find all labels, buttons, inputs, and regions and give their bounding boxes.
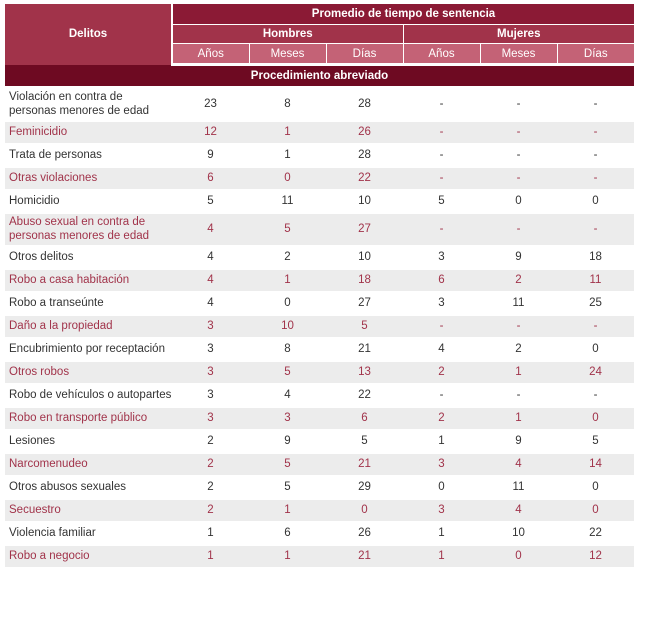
cell-value: 6 [403,269,480,292]
table-row [5,144,634,167]
cell-value: 28 [326,144,403,167]
unit-header-mujeres-meses: Meses [480,44,557,65]
cell-value: 29 [326,476,403,499]
cell-value: 1 [249,269,326,292]
cell-value: 26 [326,121,403,144]
delito-name: Encubrimiento por receptación [5,338,172,361]
table-row [5,121,634,144]
cell-value: 2 [172,430,249,453]
cell-value: 1 [172,545,249,568]
cell-value: - [403,384,480,407]
cell-value: 4 [172,246,249,269]
cell-value: - [403,88,480,121]
cell-value: 0 [557,190,634,213]
cell-value: - [480,144,557,167]
cell-value: 6 [249,522,326,545]
delito-name: Robo a transeúnte [5,292,172,315]
table-row [5,246,634,269]
sentence-table-container [5,4,633,569]
delito-name: Feminicidio [5,121,172,144]
table-row [5,315,634,338]
cell-value: 5 [172,190,249,213]
cell-value: 8 [249,338,326,361]
mujeres-header: Mujeres [403,25,634,44]
unit-header-hombres-anos: Años [172,44,249,65]
cell-value: 4 [172,292,249,315]
table-row [5,430,634,453]
delito-name: Otros abusos sexuales [5,476,172,499]
cell-value: 1 [403,430,480,453]
cell-value: 22 [326,167,403,190]
cell-value: 5 [249,476,326,499]
cell-value: 2 [172,476,249,499]
cell-value: 1 [249,545,326,568]
delito-name: Lesiones [5,430,172,453]
cell-value: - [480,213,557,246]
cell-value: 1 [403,522,480,545]
delito-name: Homicidio [5,190,172,213]
cell-value: 5 [326,430,403,453]
cell-value: 9 [480,246,557,269]
cell-value: - [480,88,557,121]
table-row [5,88,634,121]
cell-value: 10 [326,190,403,213]
cell-value: 21 [326,545,403,568]
cell-value: 4 [249,384,326,407]
cell-value: 2 [249,246,326,269]
cell-value: 0 [557,476,634,499]
cell-value: 2 [480,338,557,361]
table-row [5,545,634,568]
sentence-time-table [5,4,634,569]
cell-value: 23 [172,88,249,121]
delito-name: Violación en contra de personas menores de edad [5,88,172,121]
cell-value: 28 [326,88,403,121]
cell-value: - [403,213,480,246]
table-row [5,499,634,522]
cell-value: 10 [249,315,326,338]
delito-name: Robo en transporte público [5,407,172,430]
delito-name: Otras violaciones [5,167,172,190]
cell-value: 5 [557,430,634,453]
cell-value: - [480,167,557,190]
unit-header-mujeres-anos: Años [403,44,480,65]
cell-value: 2 [403,361,480,384]
cell-value: 6 [326,407,403,430]
table-row [5,167,634,190]
main-title-header: Promedio de tiempo de sentencia [172,4,634,25]
cell-value: 14 [557,453,634,476]
cell-value: 11 [557,269,634,292]
cell-value: 1 [249,499,326,522]
cell-value: 5 [249,361,326,384]
cell-value: 0 [326,499,403,522]
table-row [5,453,634,476]
cell-value: 21 [326,453,403,476]
delito-name: Violencia familiar [5,522,172,545]
cell-value: - [557,213,634,246]
cell-value: - [557,144,634,167]
cell-value: 13 [326,361,403,384]
cell-value: 12 [172,121,249,144]
table-row [5,338,634,361]
table-row [5,522,634,545]
cell-value: 9 [172,144,249,167]
delito-name: Otros robos [5,361,172,384]
cell-value: 3 [172,384,249,407]
table-row [5,213,634,246]
cell-value: - [403,121,480,144]
cell-value: 12 [557,545,634,568]
hombres-header: Hombres [172,25,403,44]
delito-name: Robo de vehículos o autopartes [5,384,172,407]
cell-value: 25 [557,292,634,315]
delito-name: Robo a negocio [5,545,172,568]
cell-value: 11 [480,476,557,499]
delito-name: Secuestro [5,499,172,522]
cell-value: 0 [249,292,326,315]
delito-name: Otros delitos [5,246,172,269]
cell-value: 2 [403,407,480,430]
cell-value: 11 [480,292,557,315]
cell-value: 3 [403,246,480,269]
cell-value: - [557,121,634,144]
cell-value: - [480,315,557,338]
table-row [5,384,634,407]
table-row [5,476,634,499]
cell-value: 5 [249,453,326,476]
cell-value: 3 [172,407,249,430]
delito-name: Robo a casa habitación [5,269,172,292]
table-row [5,361,634,384]
cell-value: 10 [480,522,557,545]
cell-value: 1 [172,522,249,545]
cell-value: - [403,167,480,190]
cell-value: 0 [480,545,557,568]
cell-value: - [557,384,634,407]
cell-value: 9 [480,430,557,453]
cell-value: 3 [172,338,249,361]
cell-value: 0 [557,338,634,361]
unit-header-mujeres-dias: Días [557,44,634,65]
cell-value: 5 [326,315,403,338]
cell-value: 1 [249,144,326,167]
cell-value: 5 [403,190,480,213]
cell-value: 3 [403,292,480,315]
cell-value: 18 [326,269,403,292]
cell-value: 4 [172,269,249,292]
delito-name: Abuso sexual en contra de personas menores de edad [5,213,172,246]
cell-value: 24 [557,361,634,384]
cell-value: 22 [557,522,634,545]
cell-value: 1 [480,361,557,384]
cell-value: 11 [249,190,326,213]
cell-value: - [557,88,634,121]
cell-value: 3 [172,315,249,338]
cell-value: - [480,121,557,144]
cell-value: - [403,144,480,167]
cell-value: 10 [326,246,403,269]
cell-value: 2 [480,269,557,292]
cell-value: 3 [172,361,249,384]
cell-value: 8 [249,88,326,121]
table-row [5,407,634,430]
cell-value: 18 [557,246,634,269]
cell-value: 0 [557,499,634,522]
cell-value: 4 [172,213,249,246]
cell-value: 26 [326,522,403,545]
delito-name: Narcomenudeo [5,453,172,476]
table-row [5,269,634,292]
cell-value: 1 [403,545,480,568]
cell-value: 1 [480,407,557,430]
cell-value: 5 [249,213,326,246]
unit-header-hombres-dias: Días [326,44,403,65]
cell-value: 0 [557,407,634,430]
cell-value: 3 [403,499,480,522]
cell-value: - [480,384,557,407]
cell-value: 4 [480,499,557,522]
cell-value: 4 [480,453,557,476]
cell-value: 1 [249,121,326,144]
cell-value: - [557,315,634,338]
cell-value: - [557,167,634,190]
cell-value: 27 [326,292,403,315]
table-row [5,292,634,315]
cell-value: 22 [326,384,403,407]
delito-name: Daño a la propiedad [5,315,172,338]
delitos-header: Delitos [5,4,172,65]
cell-value: 6 [172,167,249,190]
cell-value: 27 [326,213,403,246]
cell-value: 21 [326,338,403,361]
cell-value: 2 [172,453,249,476]
cell-value: 9 [249,430,326,453]
cell-value: 0 [249,167,326,190]
cell-value: 0 [480,190,557,213]
table-row [5,190,634,213]
cell-value: - [403,315,480,338]
cell-value: 0 [403,476,480,499]
cell-value: 3 [249,407,326,430]
unit-header-hombres-meses: Meses [249,44,326,65]
cell-value: 4 [403,338,480,361]
cell-value: 3 [403,453,480,476]
delito-name: Trata de personas [5,144,172,167]
section-header: Procedimiento abreviado [5,65,634,88]
cell-value: 2 [172,499,249,522]
